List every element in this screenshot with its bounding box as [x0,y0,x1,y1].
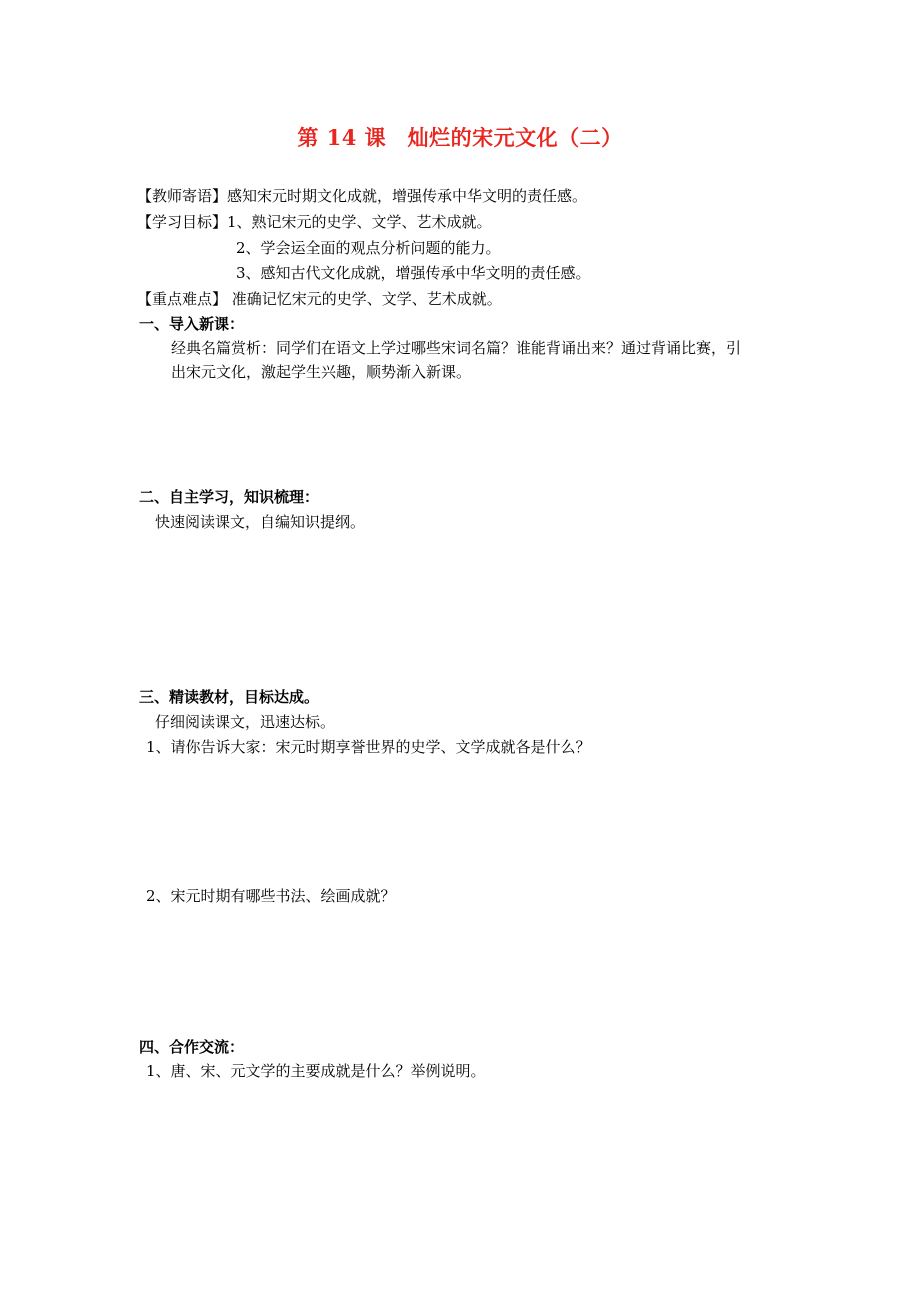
section-3-question-2: 2、宋元时期有哪些书法、绘画成就？ [146,887,396,905]
lesson-title: 第 14 课 灿烂的宋元文化（二） [297,125,623,150]
section-2-line-1: 快速阅读课文，自编知识提纲。 [155,513,366,531]
section-3-heading: 三、精读教材，目标达成。 [139,688,320,706]
section-4-question-1: 1、唐、宋、元文学的主要成就是什么？举例说明。 [146,1062,486,1080]
section-1-line-1: 经典名篇赏析：同学们在语文上学过哪些宋词名篇？谁能背诵出来？通过背诵比赛，引 [171,339,742,357]
objective-3: 3、感知古代文化成就，增强传承中华文明的责任感。 [236,264,591,282]
teacher-message: 【教师寄语】感知宋元时期文化成就，增强传承中华文明的责任感。 [137,187,588,205]
key-points: 【重点难点】 准确记忆宋元的史学、文学、艺术成就。 [137,290,502,308]
section-3-question-1: 1、请你告诉大家：宋元时期享誉世界的史学、文学成就各是什么？ [146,738,591,756]
section-4-heading: 四、合作交流： [139,1038,245,1056]
objective-1: 【学习目标】1、熟记宋元的史学、文学、艺术成就。 [137,213,492,231]
section-2-heading: 二、自主学习，知识梳理： [139,488,320,506]
objective-2: 2、学会运全面的观点分析问题的能力。 [236,239,501,257]
section-1-heading: 一、导入新课： [139,315,245,333]
section-1-line-2: 出宋元文化，激起学生兴趣，顺势渐入新课。 [171,363,472,381]
section-3-line-1: 仔细阅读课文，迅速达标。 [155,713,336,731]
